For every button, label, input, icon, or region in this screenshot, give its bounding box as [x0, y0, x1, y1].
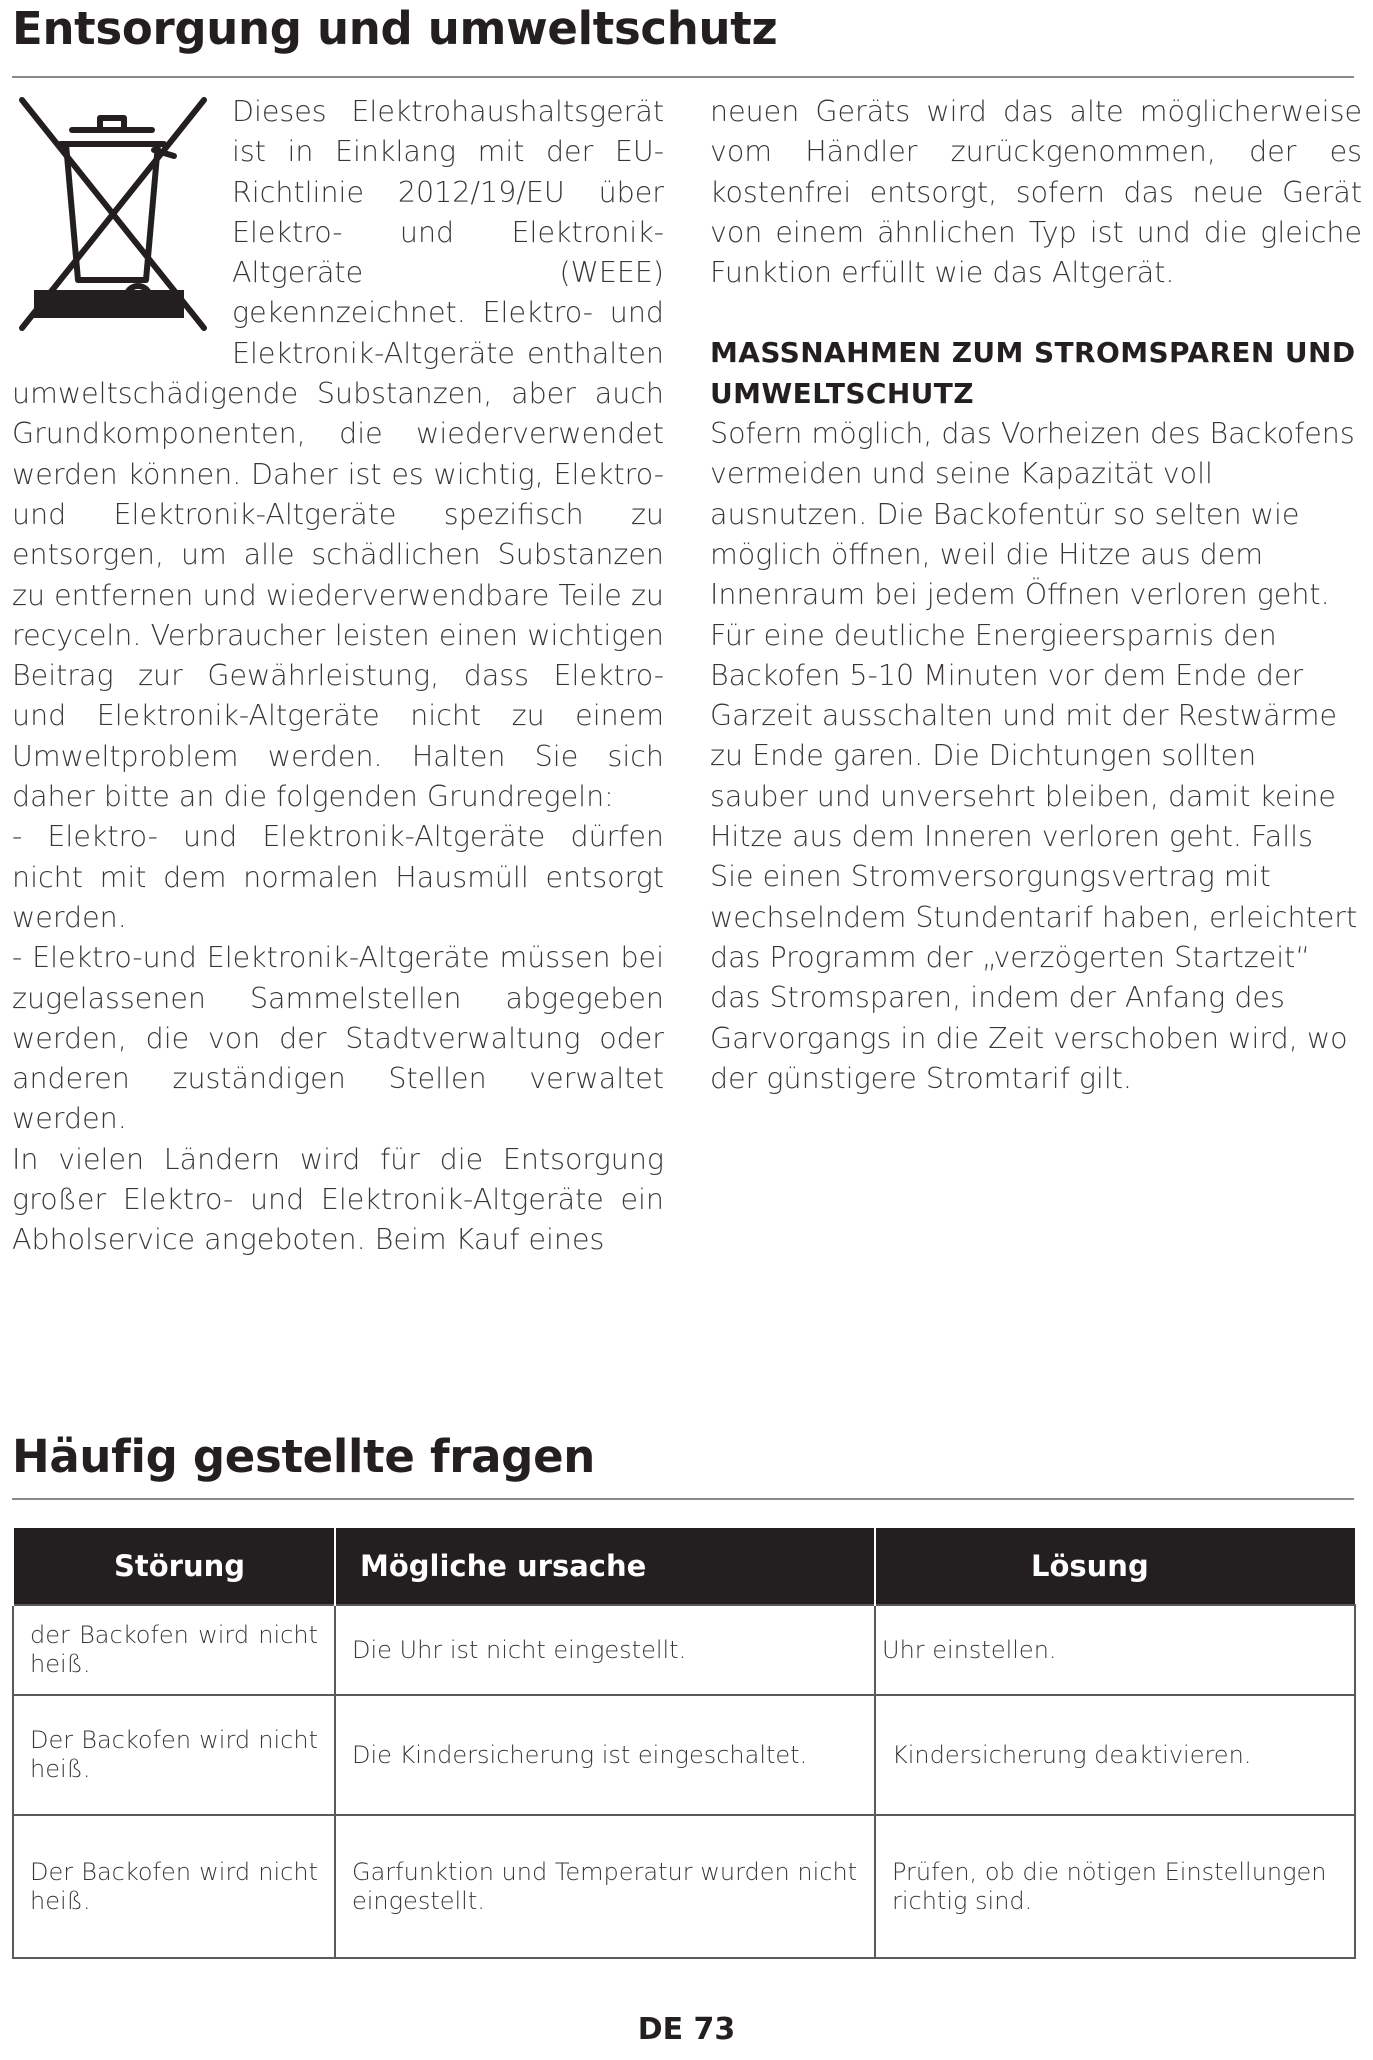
preheat-paragraph: Sofern möglich, das Vorheizen des Backofens vermeiden und seine Kapazität voll ausnutzen. Die Backofentür so selten wie möglich öffnen, weil die Hitze aus dem Innenraum bei jedem Öffnen verloren geht. — [710, 417, 1355, 612]
cell-stoerung: der Backofen wird nicht heiß. — [13, 1605, 335, 1695]
faq-table — [12, 1528, 1356, 1959]
abholservice-paragraph: In vielen Ländern wird für die Entsorgung großer Elektro- und Elektronik-Altgeräte ein Abholservice angeboten. Beim Kauf eines — [12, 1142, 664, 1257]
rule-sammelstellen: - Elektro-und Elektronik-Altgeräte müssen bei zugelassenen Sammelstellen abgegeben werden, die von der Stadtverwaltung oder anderen zuständigen Stellen verwaltet werden. — [12, 941, 664, 1136]
right-column — [710, 92, 1362, 1099]
weee-paragraph: Dieses Elektrohaushaltsgerät ist in Einklang mit der EU-Richtlinie 2012/19/EU über Elektro- und Elektronik-Altgeräte (WEEE) gekennzeichnet. Elektro- und Elektronik-Altgeräte enthalten umweltschädigende Substanzen, aber auch Grundkomponenten, die wiederverwendet werden können. Daher ist es wichtig, Elektro- und Elektronik-Altgeräte spezifisch zu entsorgen, um alle schädlichen Substanzen zu entfernen und wiederverwendbare Teile zu recyceln. Verbraucher leisten einen wichtigen Beitrag zur Gewährleistung, dass Elektro- und Elektronik-Altgeräte nicht zu einem Umweltproblem werden. Halten Sie sich daher bitte an die folgenden Grundregeln: — [12, 95, 664, 814]
crossed-out-wheelie-bin-icon — [12, 92, 222, 342]
table-row — [13, 1695, 1355, 1815]
table-row — [13, 1605, 1355, 1695]
left-column — [12, 92, 664, 1261]
energy-saving-heading: MASSNAHMEN ZUM STROMSPAREN UND UMWELTSCHUTZ — [710, 336, 1356, 410]
cell-stoerung: Der Backofen wird nicht heiß. — [13, 1695, 335, 1815]
page-number: DE 73 — [637, 2012, 736, 2047]
table-row — [13, 1815, 1355, 1958]
residual-heat-paragraph: Für eine deutliche Energieersparnis den Backofen 5-10 Minuten vor dem Ende der Garzeit ausschalten und mit der Restwärme zu Ende garen. Die Dichtungen sollten sauber und unversehrt bleiben, damit keine Hitze aus dem Inneren verloren geht. Falls Sie einen Stromversorgungsvertrag mit wechselndem Stundentarif haben, erleichtert das Programm der „verzögerten Startzeit“ das Stromsparen, indem der Anfang des Garvorgangs in die Zeit verschoben wird, wo der günstigere Stromtarif gilt. — [710, 618, 1358, 1095]
table-header-row — [13, 1528, 1355, 1605]
continuation-paragraph: neuen Geräts wird das alte möglicherweise vom Händler zurückgenommen, der es kostenfrei entsorgt, sofern das neue Gerät von einem ähnlichen Typ ist und die gleiche Funktion erfüllt wie das Altgerät. — [710, 95, 1362, 290]
section-title-entsorgung: Entsorgung und umweltschutz — [12, 2, 778, 55]
header-ursache: Mögliche ursache — [335, 1528, 875, 1605]
cell-ursache: Die Uhr ist nicht eingestellt. — [335, 1605, 875, 1695]
header-stoerung: Störung — [13, 1528, 335, 1605]
cell-ursache: Die Kindersicherung ist eingeschaltet. — [335, 1695, 875, 1815]
title-underline — [12, 76, 1354, 78]
header-loesung: Lösung — [875, 1528, 1355, 1605]
section-title-faq: Häufig gestellte fragen — [12, 1430, 596, 1483]
weee-bar — [34, 290, 184, 318]
cell-loesung: Prüfen, ob die nötigen Einstellungen richtig sind. — [875, 1815, 1355, 1958]
cell-stoerung: Der Backofen wird nicht heiß. — [13, 1815, 335, 1958]
rule-hausmuell: - Elektro- und Elektronik-Altgeräte dürfen nicht mit dem normalen Hausmüll entsorgt werden. — [12, 820, 664, 934]
faq-underline — [12, 1498, 1354, 1500]
cell-loesung: Uhr einstellen. — [875, 1605, 1355, 1695]
cell-loesung: Kindersicherung deaktivieren. — [875, 1695, 1355, 1815]
cell-ursache: Garfunktion und Temperatur wurden nicht eingestellt. — [335, 1815, 875, 1958]
